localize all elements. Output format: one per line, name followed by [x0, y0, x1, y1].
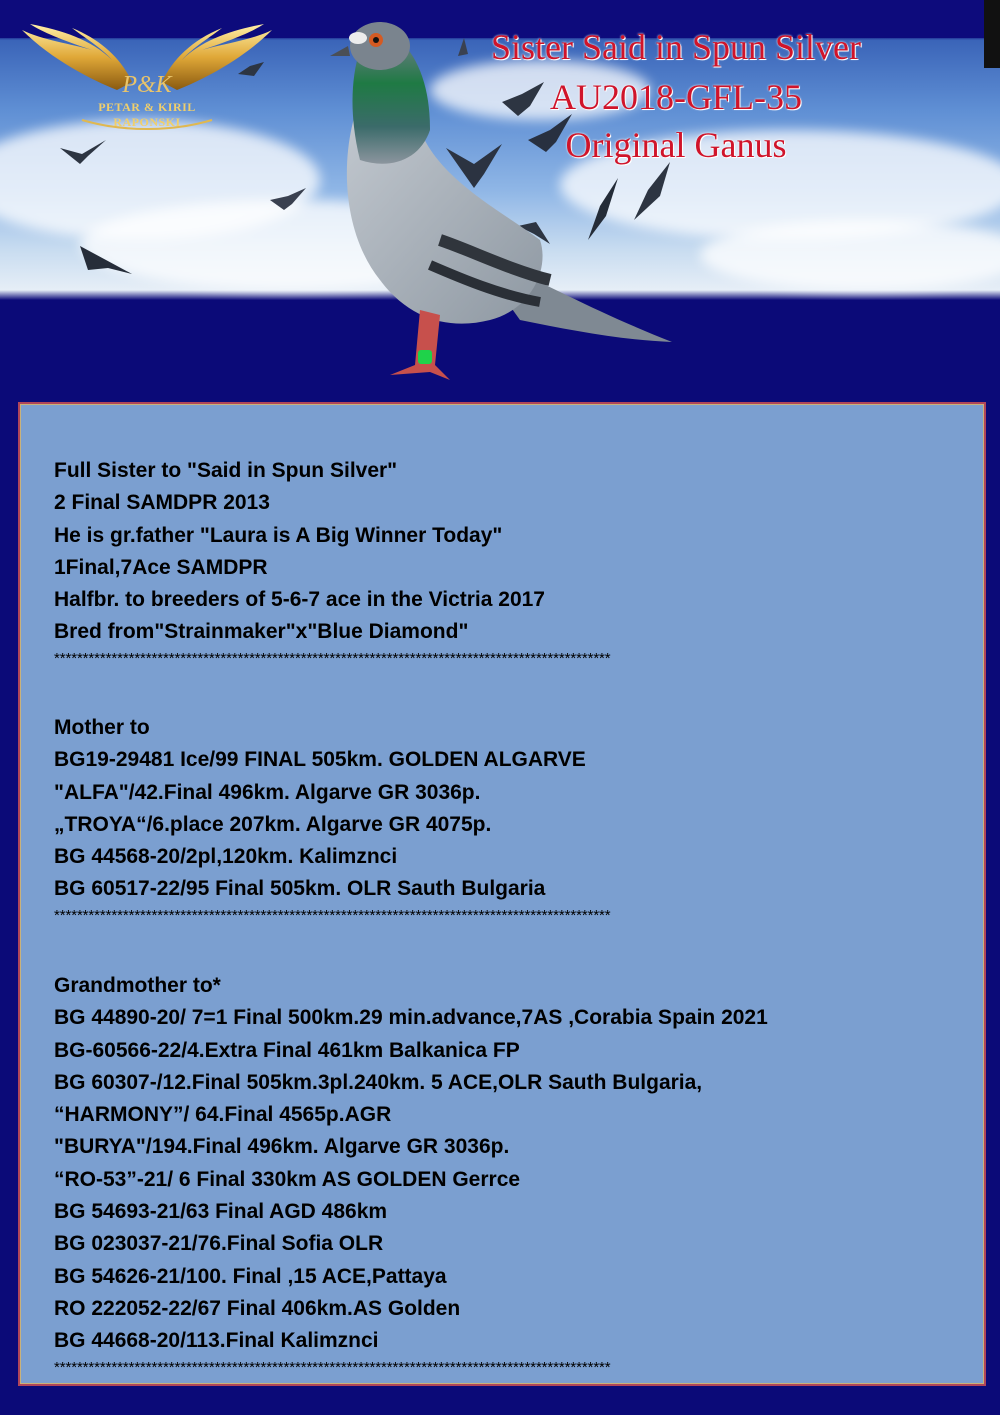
separator: ************************************************************************************************* — [54, 906, 611, 924]
pedigree-panel — [18, 402, 986, 1386]
mother-line: BG19-29481 Ice/99 FINAL 505km. GOLDEN ALGARVE — [54, 748, 586, 772]
intro-line: 1Final,7Ace SAMDPR — [54, 555, 268, 579]
intro-line: Halfbr. to breeders of 5-6-7 ace in the Victria 2017 — [54, 588, 545, 612]
grandmother-line: RO 222052-22/67 Final 406km.AS Golden — [54, 1296, 461, 1320]
intro-line: He is gr.father "Laura is A Big Winner Today" — [54, 523, 503, 547]
grandmother-line: BG 60307-/12.Final 505km.3pl.240km. 5 ACE,OLR Sauth Bulgaria, — [54, 1070, 703, 1094]
grandmother-line: “RO-53”-21/ 6 Final 330km AS GOLDEN Gerrce — [54, 1167, 521, 1191]
intro-section — [54, 455, 974, 669]
grandmother-line: BG 44668-20/113.Final Kalimznci — [54, 1329, 379, 1353]
logo — [22, 20, 272, 170]
flying-bird-icon — [268, 186, 308, 212]
grandmother-section — [54, 970, 974, 1378]
logo-name-line2: RAPONSKI — [113, 115, 181, 129]
grandmother-line: BG 54626-21/100. Final ,15 ACE,Pattaya — [54, 1264, 447, 1288]
mother-section — [54, 712, 974, 926]
mother-line: „TROYA“/6.place 207km. Algarve GR 4075p. — [54, 812, 492, 836]
grandmother-line: “HARMONY”/ 64.Final 4565p.AGR — [54, 1103, 392, 1127]
mother-heading: Mother to — [54, 716, 150, 739]
intro-line: 2 Final SAMDPR 2013 — [54, 491, 270, 515]
title-line-1: Sister Said in Spun Silver — [490, 27, 862, 67]
logo-monogram: P&K — [122, 72, 172, 98]
grandmother-heading: Grandmother to* — [54, 974, 221, 997]
title-line-2: AU2018-GFL-35 — [550, 77, 802, 117]
mother-line: BG 60517-22/95 Final 505km. OLR Sauth Bulgaria — [54, 877, 546, 901]
grandmother-line: BG 54693-21/63 Final AGD 486km — [54, 1200, 388, 1224]
separator: ************************************************************************************************* — [54, 1358, 611, 1376]
grandmother-line: "BURYA"/194.Final 496km. Algarve GR 3036p. — [54, 1135, 510, 1159]
intro-line: Full Sister to "Said in Spun Silver" — [54, 459, 398, 482]
grandmother-line: BG 44890-20/ 7=1 Final 500km.29 min.advance,7AS ,Corabia Spain 2021 — [54, 1006, 768, 1030]
cloud — [700, 220, 1000, 290]
pigeon-image — [320, 10, 690, 390]
mother-line: BG 44568-20/2pl,120km. Kalimznci — [54, 845, 398, 869]
flying-bird-icon — [78, 240, 134, 276]
title-line-3: Original Ganus — [565, 125, 787, 165]
logo-name-line1: PETAR & KIRIL — [98, 100, 196, 114]
grandmother-line: BG-60566-22/4.Extra Final 461km Balkanica FP — [54, 1038, 520, 1062]
mother-line: "ALFA"/42.Final 496km. Algarve GR 3036p. — [54, 780, 481, 804]
separator: ************************************************************************************************* — [54, 649, 611, 667]
intro-line: Bred from"Strainmaker"x"Blue Diamond" — [54, 620, 469, 644]
corner-tab — [984, 0, 1000, 68]
grandmother-line: BG 023037-21/76.Final Sofia OLR — [54, 1232, 384, 1256]
